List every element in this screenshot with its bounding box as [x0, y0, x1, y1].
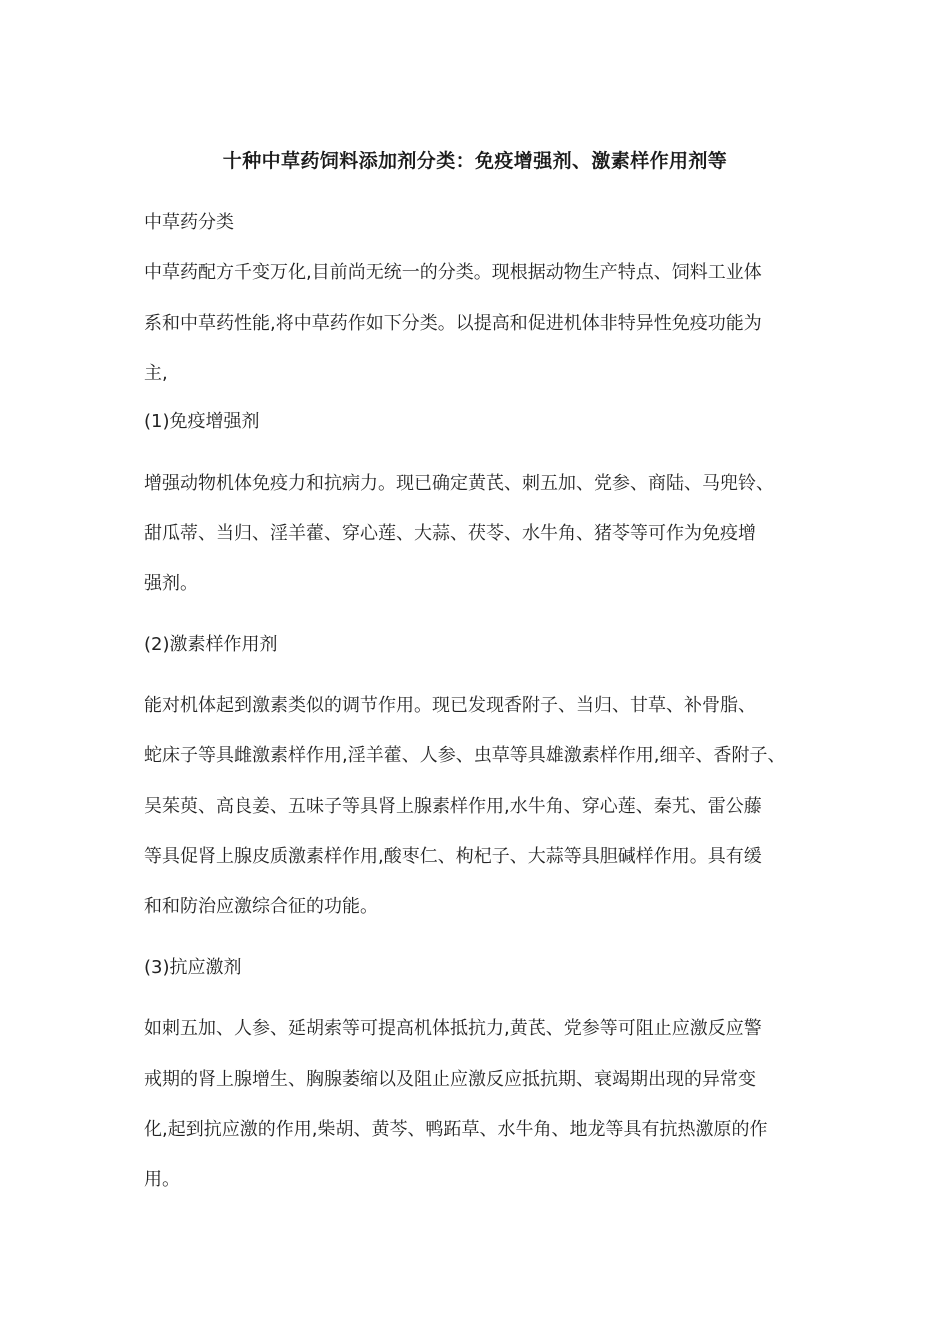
subsection-heading: (1)免疫增强剂 — [144, 411, 260, 432]
section-heading: 中草药分类 — [144, 212, 234, 233]
paragraph-line: 用。 — [144, 1169, 180, 1190]
paragraph-line: 吴茱萸、高良姜、五味子等具肾上腺素样作用,水牛角、穿心莲、秦艽、雷公藤 — [144, 796, 762, 817]
paragraph-line: 如刺五加、人参、延胡索等可提高机体抵抗力,黄芪、党参等可阻止应激反应警 — [144, 1018, 762, 1039]
paragraph-line: 主, — [144, 363, 168, 384]
paragraph-line: 中草药配方千变万化,目前尚无统一的分类。现根据动物生产特点、饲料工业体 — [144, 262, 762, 283]
paragraph-line: 等具促肾上腺皮质激素样作用,酸枣仁、枸杞子、大蒜等具胆碱样作用。具有缓 — [144, 846, 762, 867]
paragraph-line: 蛇床子等具雌激素样作用,淫羊藿、人参、虫草等具雄激素样作用,细辛、香附子、 — [144, 745, 786, 766]
paragraph-line: 增强动物机体免疫力和抗病力。现已确定黄芪、刺五加、党参、商陆、马兜铃、 — [144, 473, 774, 494]
paragraph-line: 戒期的肾上腺增生、胸腺萎缩以及阻止应激反应抵抗期、衰竭期出现的异常变 — [144, 1069, 756, 1090]
paragraph-line: 能对机体起到激素类似的调节作用。现已发现香附子、当归、甘草、补骨脂、 — [144, 695, 756, 716]
subsection-heading: (2)激素样作用剂 — [144, 634, 278, 655]
paragraph-line: 甜瓜蒂、当归、淫羊藿、穿心莲、大蒜、茯苓、水牛角、猪苓等可作为免疫增 — [144, 523, 756, 544]
subsection-heading: (3)抗应激剂 — [144, 957, 242, 978]
paragraph-line: 强剂。 — [144, 573, 198, 594]
paragraph-line: 和和防治应激综合征的功能。 — [144, 896, 378, 917]
paragraph-line: 化,起到抗应激的作用,柴胡、黄芩、鸭跖草、水牛角、地龙等具有抗热激原的作 — [144, 1119, 768, 1140]
paragraph-line: 系和中草药性能,将中草药作如下分类。以提高和促进机体非特异性免疫功能为 — [144, 313, 762, 334]
document-title: 十种中草药饲料添加剂分类：免疫增强剂、激素样作用剂等 — [222, 150, 728, 172]
